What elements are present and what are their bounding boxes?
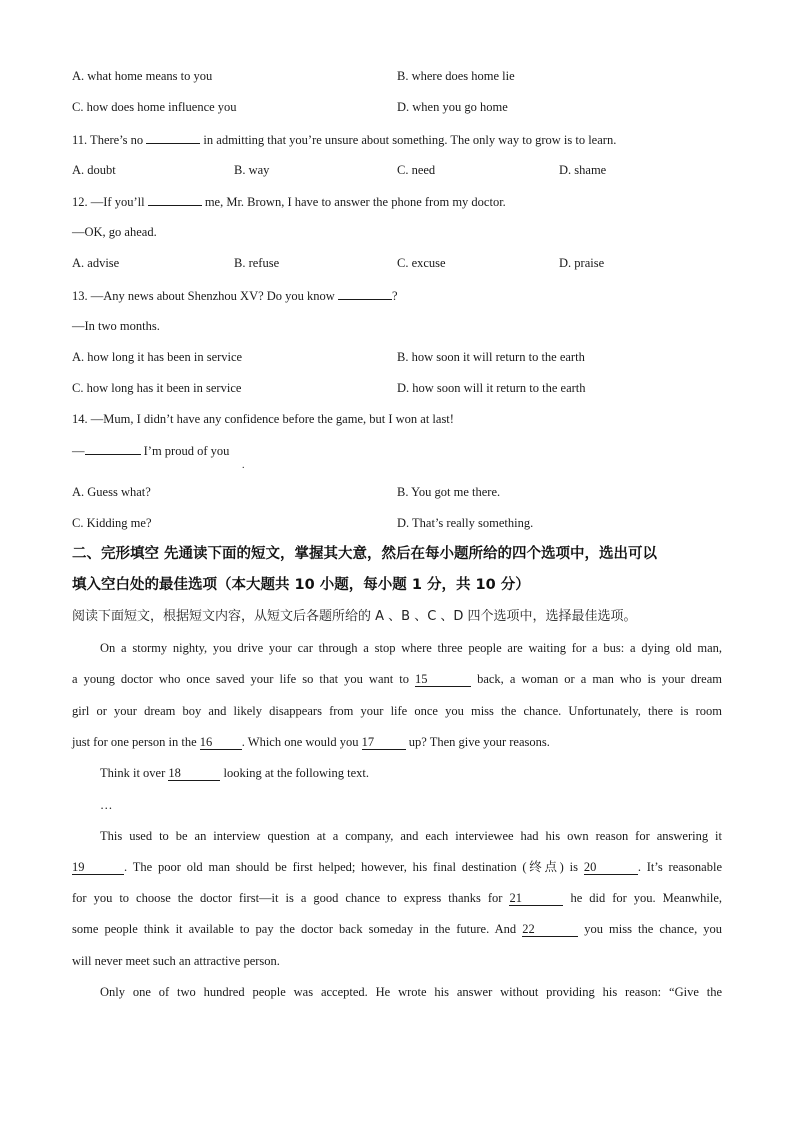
passage-p3-line-3 [72,890,722,906]
q14-option-b[interactable]: B. You got me there. [397,485,501,499]
passage-text: you miss the chance, you [578,922,723,936]
passage-ellipsis: … [100,798,113,812]
passage-p3-line-2 [72,859,722,875]
q11-option-b[interactable]: B. way [234,163,270,177]
q12-reply: —OK, go ahead. [72,225,157,239]
q12-option-d[interactable]: D. praise [559,256,605,270]
q12-stem [72,193,506,210]
q13-blank [338,287,392,300]
blank-15[interactable]: 15 [415,672,471,687]
q12-blank [148,193,202,206]
passage-text: looking at the following text. [220,766,369,780]
passage-text: Think it over [100,766,169,780]
q13-stem [72,287,398,304]
q12-stem-pre: 12. —If you’ll [72,195,148,209]
q13-option-d[interactable]: D. how soon will it return to the earth [397,381,586,395]
q11-option-a[interactable]: A. doubt [72,163,116,177]
q10-option-c[interactable]: C. how does home influence you [72,100,237,114]
passage-p4-line-1: Only one of two hundred people was accepted. He wrote his answer without providing his reason: “Give the [100,985,722,999]
blank-21[interactable]: 21 [509,891,563,906]
passage-p1-line-4 [72,734,722,750]
section-instruction: 阅读下面短文，根据短文内容，从短文后各题所给的 A 、B 、C 、D 四个选项中，选择最佳选项。 [72,609,637,624]
blank-16[interactable]: 16 [200,735,242,750]
q11-option-c[interactable]: C. need [397,163,436,177]
q12-option-c[interactable]: C. excuse [397,256,446,270]
passage-p3-line-1: This used to be an interview question at a company, and each interviewee had his own reason for answering it [100,829,722,843]
passage-text: up? Then give your reasons. [405,735,550,749]
q14-stem: 14. —Mum, I didn’t have any confidence before the game, but I won at last! [72,412,454,426]
q10-option-a[interactable]: A. what home means to you [72,69,213,83]
q12-option-a[interactable]: A. advise [72,256,120,270]
q10-option-d[interactable]: D. when you go home [397,100,508,114]
q14-reply-pre: — [72,444,85,458]
section-heading-line-1: 二、完形填空 先通读下面的短文，掌握其大意，然后在每小题所给的四个选项中，选出可以 [72,546,658,562]
blank-20[interactable]: 20 [584,860,638,875]
passage-p1-line-3: girl or your dream boy and likely disappears from your life once you miss the chance. Unfortunately, there is room [72,704,722,718]
q13-stem-post: ? [391,289,398,303]
q11-stem-post: in admitting that you’re unsure about something. The only way to grow is to learn. [200,133,617,147]
blank-18[interactable]: 18 [168,766,220,781]
passage-text: back, a woman or a man who is your dream [471,672,723,686]
q13-option-b[interactable]: B. how soon it will return to the earth [397,350,585,364]
q14-option-c[interactable]: C. Kidding me? [72,516,152,530]
section-heading-line-2: 填入空白处的最佳选项（本大题共 10 小题，每小题 1 分，共 10 分） [72,577,530,593]
passage-p3-line-5: will never meet such an attractive person. [72,954,280,968]
q11-stem-pre: 11. There’s no [72,133,147,147]
blank-17[interactable]: 17 [362,735,406,750]
passage-text: . Which one would you [241,735,362,749]
q11-blank [146,131,200,144]
passage-p3-line-4 [72,921,722,937]
passage-text: he did for you. Meanwhile, [563,891,722,905]
q14-reply-post: I’m proud of you [140,444,230,458]
passage-text: a young doctor who once saved your life so that you want to [72,672,416,686]
q14-blank [85,442,141,455]
passage-p2 [100,765,722,781]
passage-text: some people think it available to pay the doctor back someday in the future. And [72,922,523,936]
q13-option-c[interactable]: C. how long has it been in service [72,381,242,395]
q12-stem-post: me, Mr. Brown, I have to answer the phone from my doctor. [201,195,506,209]
q12-option-b[interactable]: B. refuse [234,256,280,270]
passage-p1-line-1: On a stormy nighty, you drive your car through a stop where three people are waiting for a bus: a dying old man, [100,641,722,655]
q14-option-a[interactable]: A. Guess what? [72,485,151,499]
q13-stem-pre: 13. —Any news about Shenzhou XV? Do you know [72,289,338,303]
q13-reply: —In two months. [72,319,160,333]
q14-option-d[interactable]: D. That’s really something. [397,516,534,530]
passage-text: just for one person in the [72,735,200,749]
stray-dot: . [242,460,245,471]
q10-option-b[interactable]: B. where does home lie [397,69,515,83]
passage-text: for you to choose the doctor first—it is a good chance to express thanks for [72,891,510,905]
blank-19[interactable]: 19 [72,860,124,875]
passage-text: . It’s reasonable [637,860,722,874]
q13-option-a[interactable]: A. how long it has been in service [72,350,243,364]
blank-22[interactable]: 22 [522,922,578,937]
passage-p1-line-2 [72,671,722,687]
passage-text: . The poor old man should be first helped; however, his final destination (终点) is [124,860,584,874]
q11-stem [72,131,616,148]
q11-option-d[interactable]: D. shame [559,163,607,177]
q14-reply [72,442,229,459]
